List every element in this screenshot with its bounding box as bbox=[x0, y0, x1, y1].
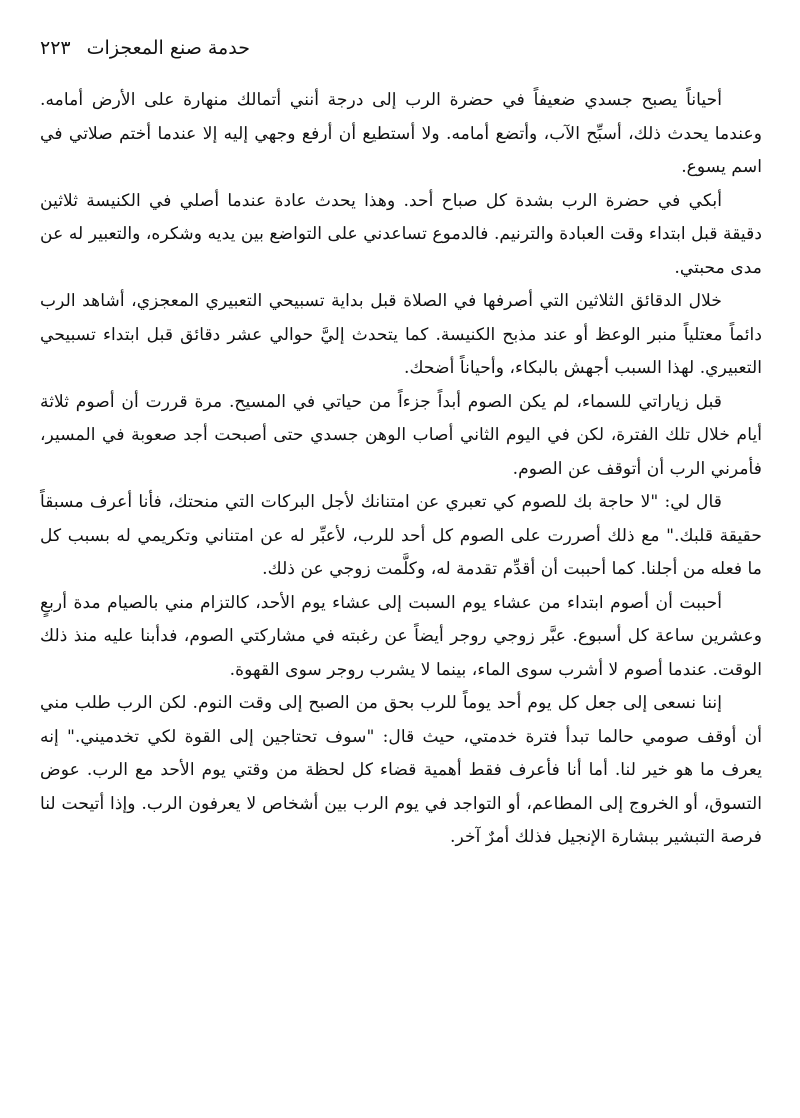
paragraph: قال لي: "لا حاجة بك للصوم كي تعبري عن امتنانك لأجل البركات التي منحتك، فأنا أعرف مسبقاً حقيقة قلبك." مع ذلك أصررت على الصوم كل أحد للرب، لأعبِّر له عن امتناني وتكريمي له بسبب كل ما فعله من أجلنا. كما أحببت أن أقدِّم تقدمة له، وكلَّمت زوجي عن ذلك. bbox=[40, 492, 762, 579]
running-header-title: حدمة صنع المعجزات bbox=[86, 37, 250, 59]
paragraph: إننا نسعى إلى جعل كل يوم أحد يوماً للرب بحق من الصبح إلى وقت النوم. لكن الرب طلب مني أن أوقف صومي حالما تبدأ فترة خدمتي، حيث قال: "سوف تحتاجين إلى القوة لكي تخدميني." إنه يعرف ما هو خير لنا. أما أنا فأعرف فقط أهمية قضاء كل لحظة من وقتي يوم الأحد مع الرب. عوض التسوق، أو الخروج إلى المطاعم، أو التواجد في يوم الرب بين أشخاص لا يعرفون الرب. وإذا أتيحت لنا فرصة التبشير ببشارة الإنجيل فذلك أمرٌ آخر. bbox=[40, 693, 762, 847]
paragraph: خلال الدقائق الثلاثين التي أصرفها في الصلاة قبل بداية تسبيحي التعبيري المعجزي، أشاهد الرب دائماً معتلياً منبر الوعظ أو عند مذبح الكنيسة. كما يتحدث إليَّ حوالي عشر دقائق قبل ابتداء تسبيحي التعبيري. لهذا السبب أجهش بالبكاء، وأحياناً أضحك. bbox=[40, 291, 762, 378]
page-number: ٢٢٣ bbox=[40, 37, 71, 59]
page-body bbox=[40, 84, 762, 855]
paragraph: قبل زياراتي للسماء، لم يكن الصوم أبداً جزءاً من حياتي في المسيح. مرة قررت أن أصوم ثلاثة أيام خلال تلك الفترة، لكن في اليوم الثاني أصاب الوهن جسدي حتى أصبحت أجد صعوبة في المسير، فأمرني الرب أن أتوقف عن الصوم. bbox=[40, 391, 762, 479]
running-header bbox=[40, 36, 250, 60]
paragraph: أحياناً يصبح جسدي ضعيفاً في حضرة الرب إلى درجة أنني أتمالك منهارة على الأرض أمامه. وعندما يحدث ذلك، أسبِّح الآب، وأتضع أمامه. ولا أستطيع أن أرفع وجهي إليه إلا عندما أختم صلاتي في اسم يسوع. bbox=[40, 90, 762, 177]
paragraph: أحببت أن أصوم ابتداء من عشاء يوم السبت إلى عشاء يوم الأحد، كالتزام مني بالصيام مدة أربعٍ وعشرين ساعة كل أسبوع. عبَّر زوجي روجر أيضاً عن رغبته في مشاركتي الصوم، فدأبنا عليه منذ ذلك الوقت. عندما أصوم لا أشرب سوى الماء، بينما لا يشرب روجر سوى القهوة. bbox=[40, 592, 762, 680]
paragraph: أبكي في حضرة الرب بشدة كل صباح أحد. وهذا يحدث عادة عندما أصلي في الكنيسة ثلاثين دقيقة قبل ابتداء وقت العبادة والترنيم. فالدموع تساعدني على التواضع بين يديه وشكره، والتعبير له عن مدى محبتي. bbox=[40, 190, 762, 278]
